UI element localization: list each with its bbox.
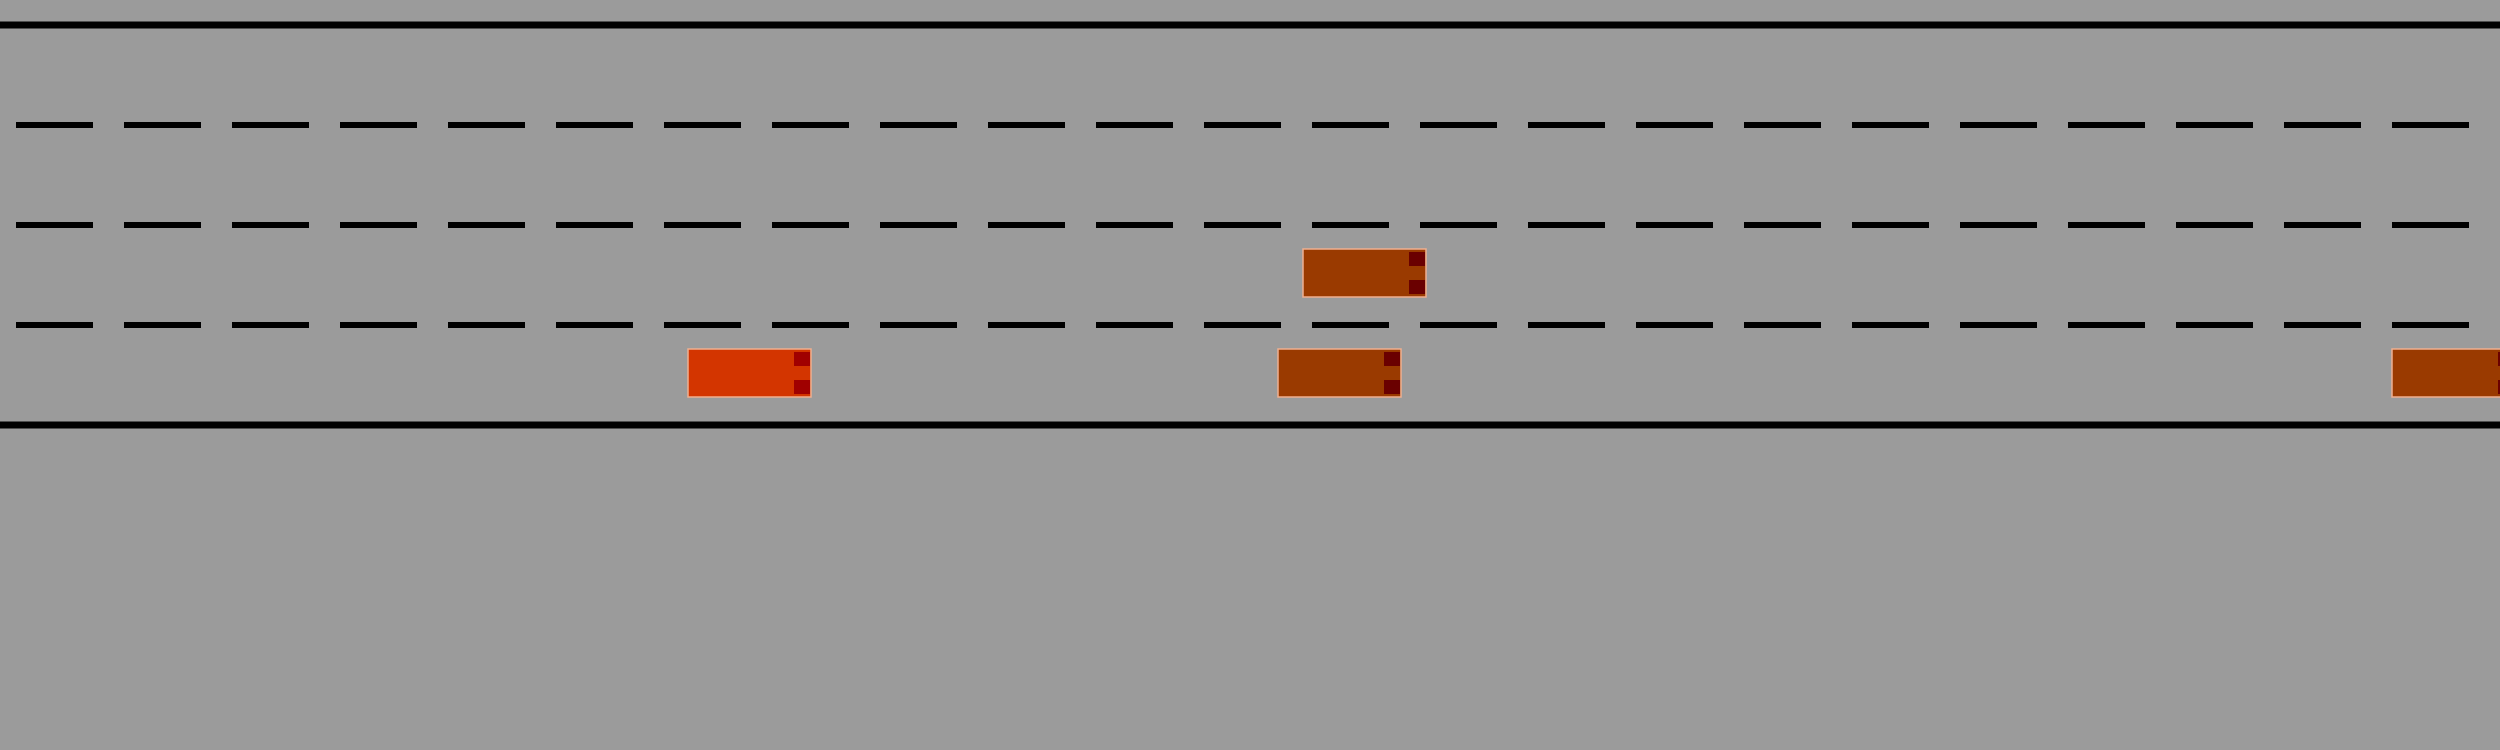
vehicle-3 bbox=[2392, 349, 2500, 397]
headlight-left bbox=[1384, 352, 1400, 366]
vehicle-2 bbox=[1278, 349, 1401, 397]
headlight-left bbox=[794, 352, 810, 366]
car-body bbox=[688, 349, 811, 397]
car-body bbox=[1278, 349, 1401, 397]
vehicle-1 bbox=[1303, 249, 1426, 297]
headlight-right bbox=[1409, 280, 1425, 294]
headlight-right bbox=[1384, 380, 1400, 394]
car-body bbox=[1303, 249, 1426, 297]
headlight-right bbox=[794, 380, 810, 394]
ego-vehicle bbox=[688, 349, 811, 397]
headlight-left bbox=[1409, 252, 1425, 266]
car-body bbox=[2392, 349, 2500, 397]
